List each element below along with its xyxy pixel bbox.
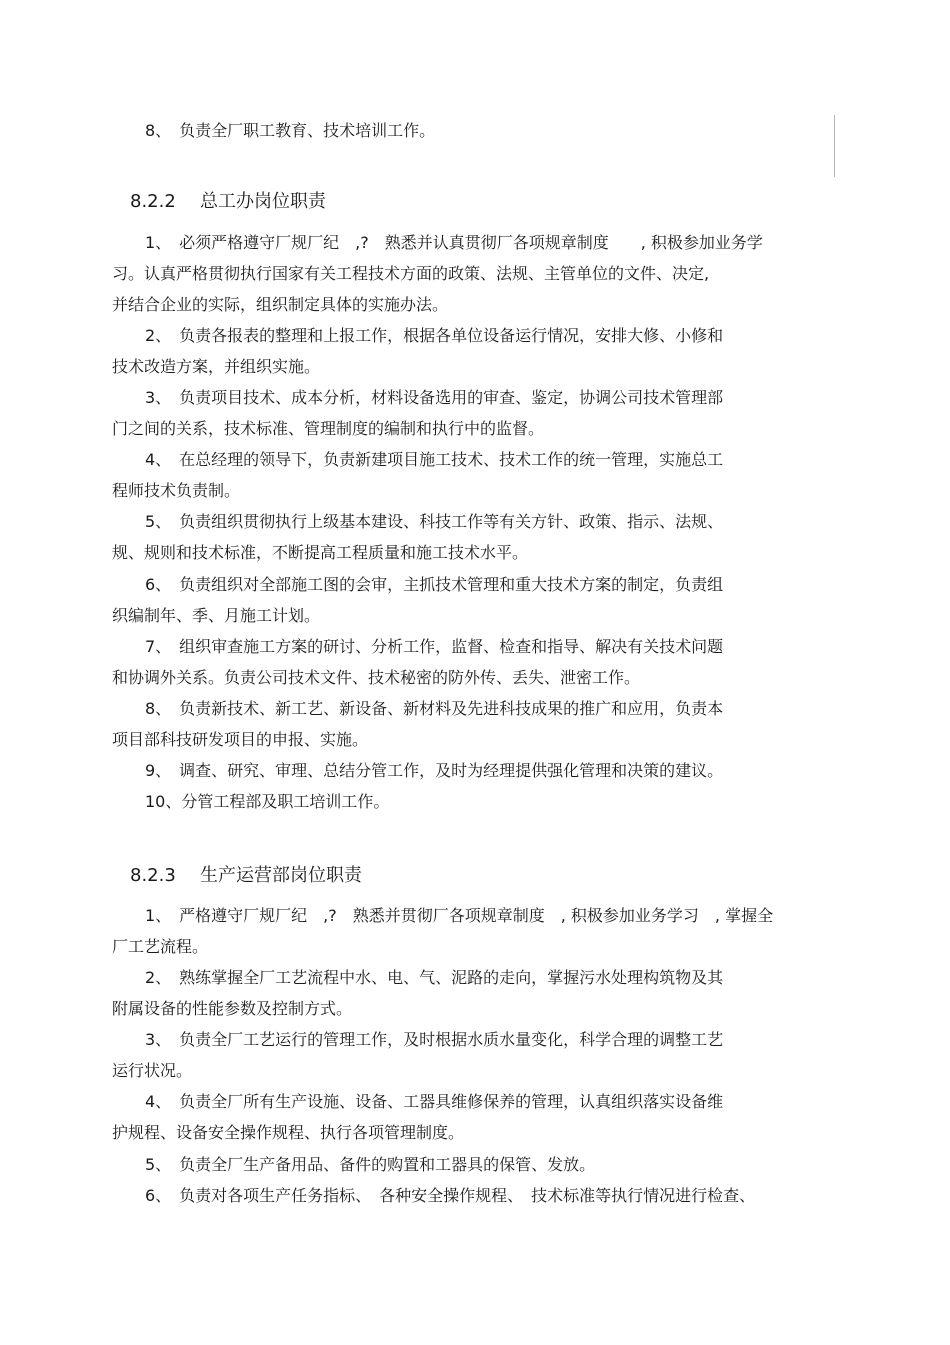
section-title: 总工办岗位职责 (200, 191, 326, 212)
paragraph-line: 3、 负责项目技术、成本分析，材料设备选用的审查、鉴定，协调公司技术管理部 (145, 388, 724, 407)
paragraph-line: 7、 组织审查施工方案的研讨、分析工作，监督、检查和指导、解决有关技术问题 (145, 637, 724, 656)
intro-list-item: 8、 负责全厂职工教育、技术培训工作。 (145, 121, 436, 140)
paragraph-line: 厂工艺流程。 (112, 937, 209, 956)
paragraph-line: 6、 负责组织对全部施工图的会审，主抓技术管理和重大技术方案的制定，负责组 (145, 575, 724, 594)
paragraph-line: 和协调外关系。负责公司技术文件、技术秘密的防外传、丢失、泄密工作。 (112, 668, 641, 687)
paragraph-line: 8、 负责新技术、新工艺、新设备、新材料及先进科技成果的推广和应用，负责本 (145, 699, 724, 718)
paragraph-line: 1、 必须严格遵守厂规厂纪 ,? 熟悉并认真贯彻厂各项规章制度 , 积极参加业务学 (145, 233, 763, 252)
paragraph-line: 并结合企业的实际，组织制定具体的实施办法。 (112, 295, 449, 314)
paragraph-line: 5、 负责组织贯彻执行上级基本建设、科技工作等有关方针、政策、指示、法规、 (145, 512, 724, 531)
paragraph-line: 规、规则和技术标准，不断提高工程质量和施工技术水平。 (112, 543, 529, 562)
paragraph-line: 4、 在总经理的领导下，负责新建项目施工技术、技术工作的统一管理，实施总工 (145, 450, 724, 469)
paragraph-line: 6、 负责对各项生产任务指标、 各种安全操作规程、 技术标准等执行情况进行检查、 (145, 1186, 756, 1205)
paragraph-line: 3、 负责全厂工艺运行的管理工作，及时根据水质水量变化，科学合理的调整工艺 (145, 1030, 724, 1049)
paragraph-line: 运行状况。 (112, 1061, 193, 1080)
paragraph-line: 门之间的关系，技术标准、管理制度的编制和执行中的监督。 (112, 419, 545, 438)
section-title: 生产运营部岗位职责 (200, 865, 362, 886)
paragraph-line: 技术改造方案，并组织实施。 (112, 357, 321, 376)
paragraph-line: 护规程、设备安全操作规程、执行各项管理制度。 (112, 1123, 465, 1142)
section-number: 8.2.3 (130, 865, 176, 886)
paragraph-line: 2、 熟练掌握全厂工艺流程中水、电、气、泥路的走向，掌握污水处理构筑物及其 (145, 968, 724, 987)
paragraph-line: 程师技术负责制。 (112, 481, 241, 500)
paragraph-line: 1、 严格遵守厂规厂纪 ,? 熟悉并贯彻厂各项规章制度 , 积极参加业务学习 , 掌握全 (145, 906, 774, 925)
paragraph-line: 项目部科技研发项目的申报、实施。 (112, 730, 369, 749)
page-edge-line (834, 115, 835, 177)
paragraph-line: 附属设备的性能参数及控制方式。 (112, 999, 353, 1018)
paragraph-line: 2、 负责各报表的整理和上报工作，根据各单位设备运行情况，安排大修、小修和 (145, 326, 724, 345)
paragraph-line: 习。认真严格贯彻执行国家有关工程技术方面的政策、法规、主管单位的文件、决定, (112, 264, 710, 283)
paragraph-line: 5、 负责全厂生产备用品、备件的购置和工器具的保管、发放。 (145, 1155, 596, 1174)
section-heading-8-2-2 (130, 191, 326, 213)
paragraph-line: 10、分管工程部及职工培训工作。 (145, 792, 390, 811)
paragraph-line: 织编制年、季、月施工计划。 (112, 606, 321, 625)
section-number: 8.2.2 (130, 191, 176, 212)
paragraph-line: 9、 调查、研究、审理、总结分管工作，及时为经理提供强化管理和决策的建议。 (145, 761, 724, 780)
paragraph-line: 4、 负责全厂所有生产设施、设备、工器具维修保养的管理，认真组织落实设备维 (145, 1092, 724, 1111)
section-heading-8-2-3 (130, 865, 362, 887)
